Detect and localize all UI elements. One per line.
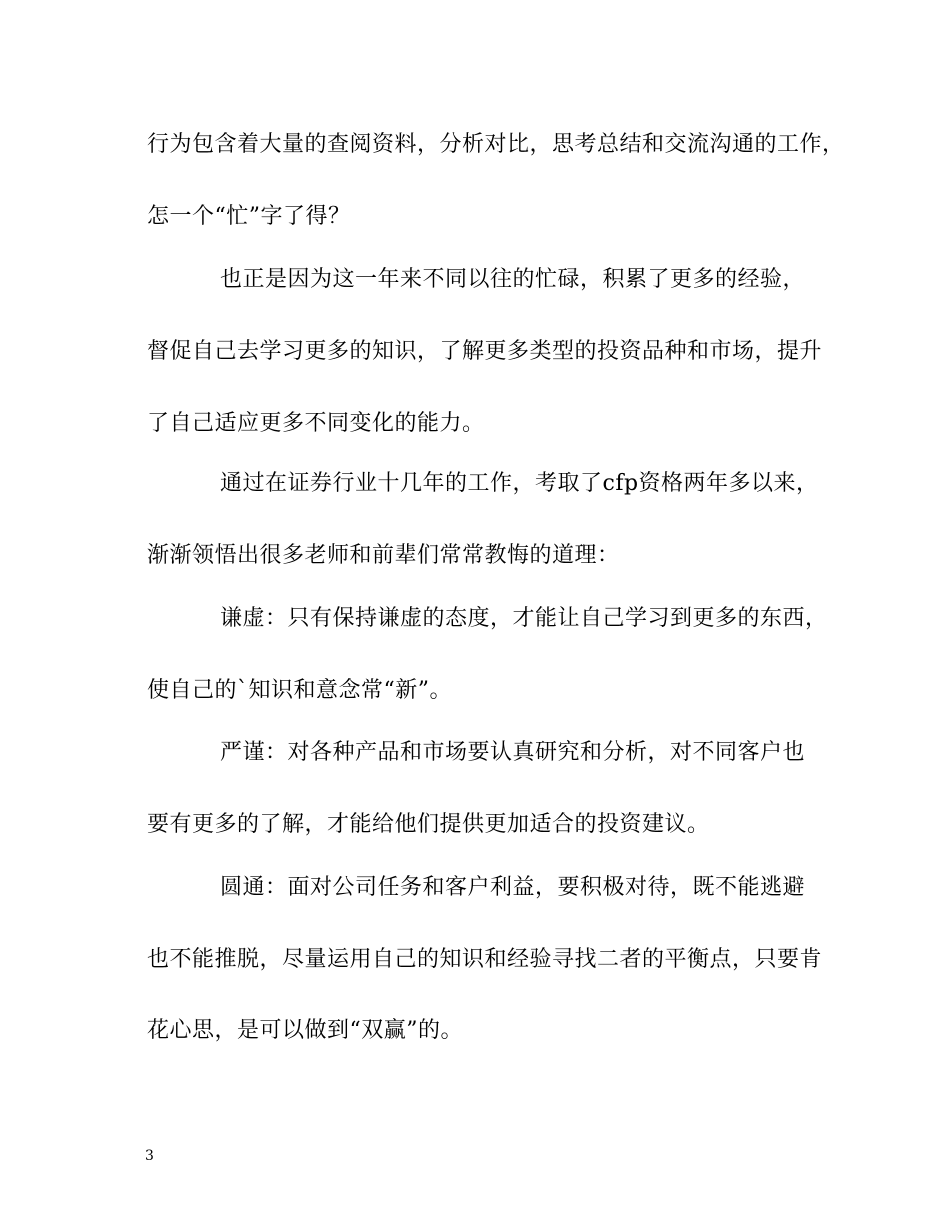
text-line: 行为包含着大量的查阅资料，分析对比，思考总结和交流沟通的工作， — [147, 132, 845, 157]
text-line: 谦虚：只有保持谦虚的态度，才能让自己学习到更多的东西， — [220, 606, 828, 631]
text-line: 使自己的`知识和意念常“新”。 — [147, 678, 452, 703]
text-line: 通过在证券行业十几年的工作，考取了cfp资格两年多以来， — [220, 471, 819, 496]
page-number: 3 — [145, 1148, 154, 1164]
text-line: 要有更多的了解，才能给他们提供更加适合的投资建议。 — [147, 812, 710, 837]
text-line: 了自己适应更多不同变化的能力。 — [147, 411, 485, 436]
text-line: 也不能推脱，尽量运用自己的知识和经验寻找二者的平衡点，只要肯 — [147, 947, 823, 972]
text-line: 怎一个“忙”字了得？ — [147, 204, 351, 229]
text-line: 督促自己去学习更多的知识，了解更多类型的投资品种和市场，提升 — [147, 339, 823, 364]
text-line: 圆通：面对公司任务和客户利益，要积极对待，既不能逃避 — [220, 875, 806, 900]
text-line: 严谨：对各种产品和市场要认真研究和分析，对不同客户也 — [220, 740, 806, 765]
text-line: 渐渐领悟出很多老师和前辈们常常教悔的道理： — [147, 543, 620, 568]
text-line: 花心思，是可以做到“双赢”的。 — [147, 1018, 463, 1043]
text-line: 也正是因为这一年来不同以往的忙碌，积累了更多的经验， — [220, 267, 806, 292]
